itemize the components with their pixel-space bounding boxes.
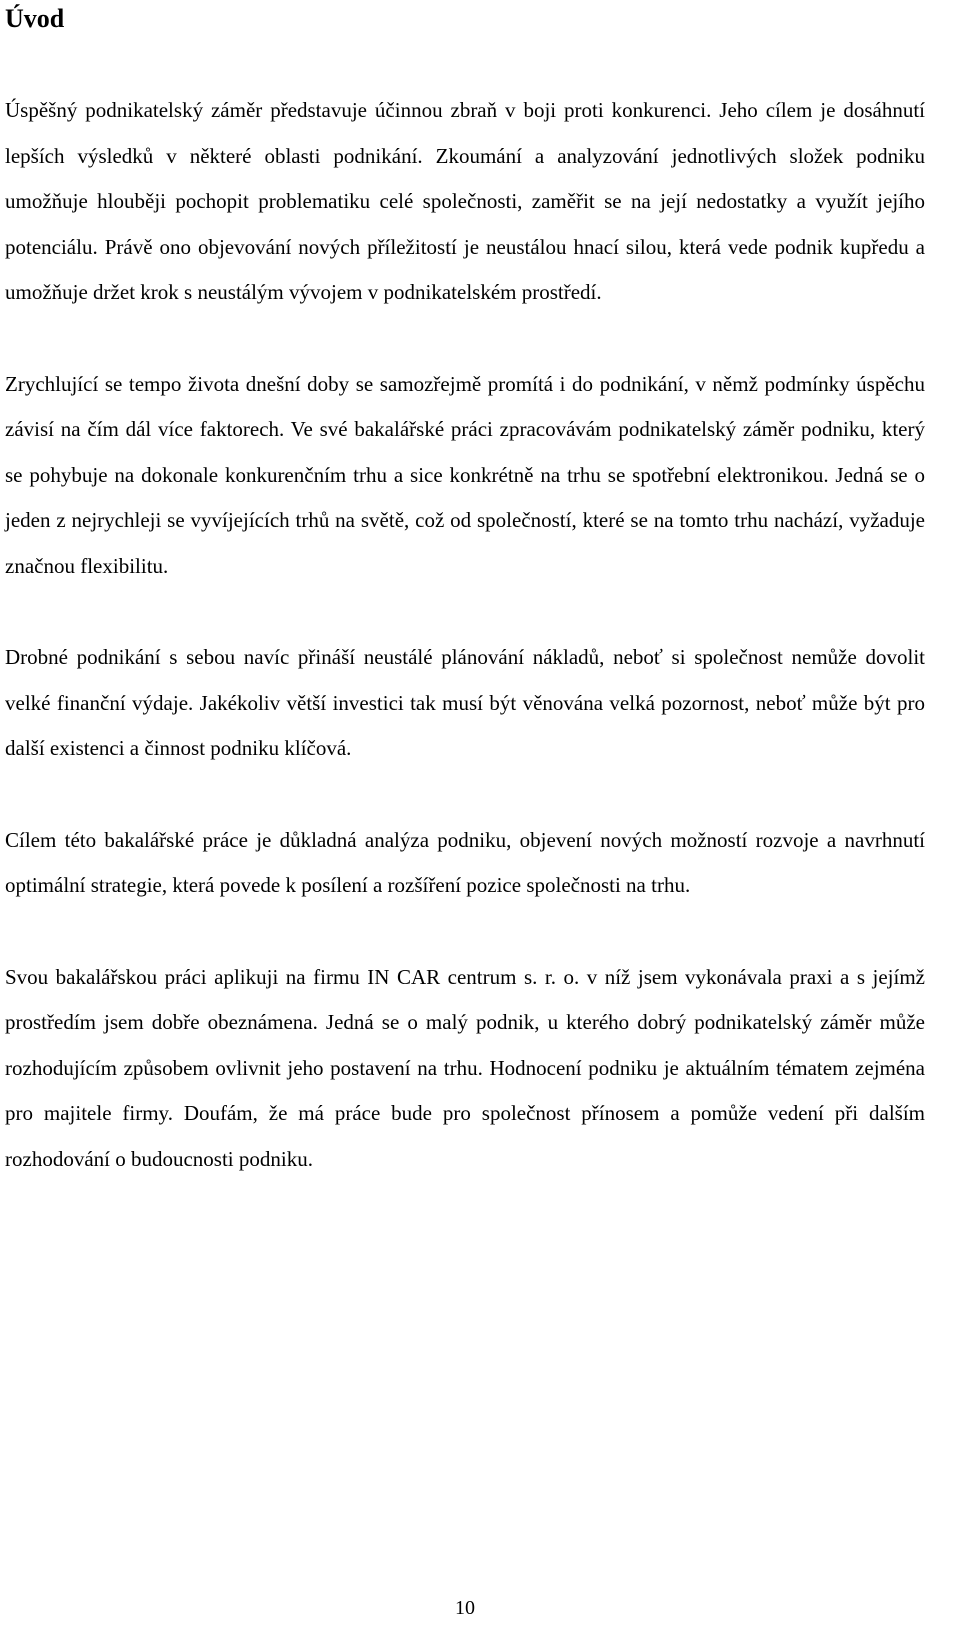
paragraph-5: Svou bakalářskou práci aplikuji na firmu IN CAR centrum s. r. o. v níž jsem vykonávala praxi a s jejímž prostředím jsem dobře obeznámena. Jedná se o malý podnik, u kterého dobrý podnikatelský záměr může rozhodujícím způsobem ovlivnit jeho postavení na trhu. Hodnocení podniku je aktuálním tématem zejména pro majitele firmy. Doufám, že má práce bude pro společnost přínosem a pomůže vedení při dalším rozhodování o budoucnosti podniku. [5, 964, 925, 1171]
paragraph-1: Úspěšný podnikatelský záměr představuje účinnou zbraň v boji proti konkurenci. Jeho cílem je dosáhnutí lepších výsledků v některé oblasti podnikání. Zkoumání a analyzování jednotlivých složek podniku umožňuje hlouběji pochopit problematiku celé společnosti, zaměřit se na její nedostatky a využít jejího potenciálu. Právě ono objevování nových příležitostí je neustálou hnací silou, která vede podnik kupředu a umožňuje držet krok s neustálým vývojem v podnikatelském prostředí. [5, 98, 925, 304]
paragraph-3: Drobné podnikání s sebou navíc přináší neustálé plánování nákladů, neboť si společnost nemůže dovolit velké finanční výdaje. Jakékoliv větší investici tak musí být věnována velká pozornost, neboť může být pro další existenci a činnost podniku klíčová. [5, 645, 925, 760]
section-heading: Úvod [5, 4, 65, 33]
paragraph-2: Zrychlující se tempo života dnešní doby se samozřejmě promítá i do podnikání, v němž podmínky úspěchu závisí na čím dál více faktorech. Ve své bakalářské práci zpracovávám podnikatelský záměr podniku, který se pohybuje na dokonale konkurenčním trhu a sice konkrétně na trhu se spotřební elektronikou. Jedná se o jeden z nejrychleji se vyvíjejících trhů na světě, což od společností, které se na tomto trhu nachází, vyžaduje značnou flexibilitu. [5, 371, 925, 578]
document-body [5, 88, 925, 1228]
paragraph-4: Cílem této bakalářské práce je důkladná analýza podniku, objevení nových možností rozvoje a navrhnutí optimální strategie, která povede k posílení a rozšíření pozice společnosti na trhu. [5, 827, 925, 897]
page-number: 10 [455, 1597, 475, 1619]
